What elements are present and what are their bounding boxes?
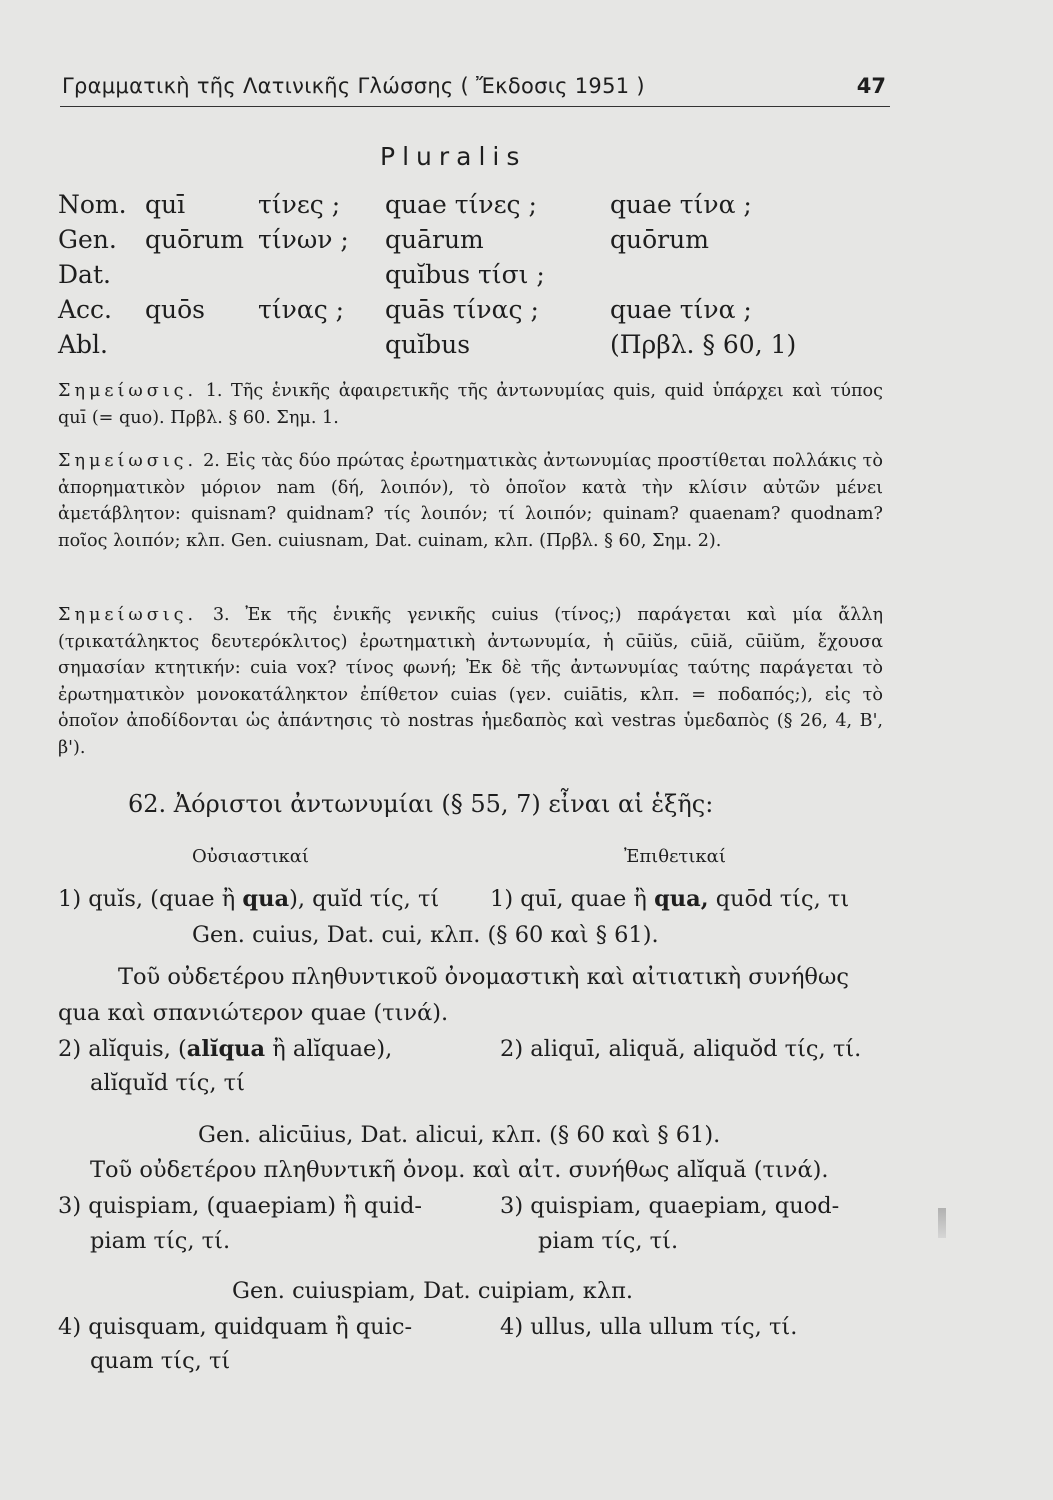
note-text: 2. Εἰς τὰς δύο πρώτας ἐρωτηματικὰς ἀντωνυμίας προστίθεται πολλάκις τὸ ἀπορηματικὸν μόριον nam (δή, λοιπόν), τὸ ὁποῖον κατὰ τὴν κλίσιν αὐτῶν μένει ἀμετάβλητον: quisnam? quidnam? τίς λοιπόν; τί λοιπόν; quinam? quaenam? quodnam? ποῖος λοιπόν; κλπ. Gen. cuiusnam, Dat. cuinam, κλπ. (Πρβλ. § 60, Σημ. 2). (58, 451, 884, 551)
column-label-substantive: Οὐσιαστικαί (192, 846, 309, 867)
bold-text: qua, (654, 886, 709, 912)
fem-form: quĭbus (385, 330, 471, 359)
item-2-substantive (58, 1036, 392, 1062)
item-3-substantive: 3) quispiam, (quaepiam) ἢ quid- (58, 1193, 422, 1219)
note-label: Σημείωσις. (58, 605, 198, 625)
text: ), quĭd τίς, τί (289, 886, 440, 912)
masc-form: quōrum (145, 225, 244, 254)
item-1-adjective (490, 886, 849, 912)
bold-text: qua (242, 886, 290, 912)
section-62-heading: 62. Ἀόριστοι ἀντωνυμίαι (§ 55, 7) εἶναι αἱ ἑξῆς: (128, 790, 714, 818)
case-label: Nom. (58, 190, 127, 219)
note-1 (58, 378, 883, 431)
note-text: 1. Τῆς ἑνικῆς ἀφαιρετικῆς τῆς ἀντωνυμίας quis, quid ὑπάρχει καὶ τύπος quī (= quo). Πρβλ. § 60. Σημ. 1. (58, 381, 883, 428)
page-number: 47 (856, 74, 886, 98)
item-4-substantive: 4) quisquam, quidquam ἢ quic- (58, 1314, 413, 1340)
masc-greek: τίνων ; (258, 225, 349, 254)
header-title: Γραμματικὴ τῆς Λατινικῆς Γλώσσης ( Ἔκδοσις 1951 ) (62, 74, 645, 98)
fem-form: quĭbus τίσι ; (385, 260, 545, 289)
item-3-genitive: Gen. cuiuspiam, Dat. cuipiam, κλπ. (232, 1278, 634, 1304)
bold-text: alĭqua (186, 1036, 266, 1062)
masc-greek: τίνες ; (258, 190, 341, 219)
masc-greek: τίνας ; (258, 295, 345, 324)
masc-form: quōs (145, 295, 205, 324)
masc-form: quī (145, 190, 186, 219)
item-2-genitive: Gen. alicūius, Dat. alicui, κλπ. (§ 60 καὶ § 61). (198, 1122, 721, 1148)
text: 2) alĭquis, ( (58, 1036, 187, 1062)
neuter-note-1-line-2: qua καὶ σπανιώτερον quae (τινά). (58, 1000, 449, 1026)
item-3-adjective: 3) quispiam, quaepiam, quod- (500, 1193, 840, 1219)
item-1-genitive: Gen. cuius, Dat. cui, κλπ. (§ 60 καὶ § 61). (192, 922, 659, 948)
note-label: Σημείωσις. (58, 451, 198, 471)
text: ἢ alĭquae), (265, 1036, 393, 1062)
neuter-note-1-line-1: Τοῦ οὐδετέρου πληθυντικοῦ ὀνομαστικὴ καὶ αἰτιατικὴ συνήθως (118, 964, 849, 990)
item-2-substantive-line-2: alĭquĭd τίς, τί (90, 1070, 245, 1096)
note-3 (58, 602, 883, 761)
text: quōd τίς, τι (708, 886, 850, 912)
item-2-adjective: 2) aliquī, aliquă, aliquŏd τίς, τί. (500, 1036, 862, 1062)
running-header (60, 70, 890, 107)
case-label: Acc. (58, 295, 113, 324)
item-3-adjective-line-2: piam τίς, τί. (538, 1228, 679, 1254)
text: 1) quī, quae ἢ (490, 886, 647, 912)
item-4-substantive-line-2: quam τίς, τί (90, 1348, 231, 1374)
scan-smudge (938, 1208, 946, 1238)
fem-form: quārum (385, 225, 484, 254)
fem-form: quae τίνες ; (385, 190, 537, 219)
neuter-note-2: Τοῦ οὐδετέρου πληθυντικῆ ὀνομ. καὶ αἰτ. συνήθως alĭquă (τινά). (90, 1157, 829, 1183)
neut-form: quōrum (610, 225, 709, 254)
note-label: Σημείωσις. (58, 381, 198, 401)
item-3-substantive-line-2: piam τίς, τί. (90, 1228, 231, 1254)
pluralis-title: Pluralis (380, 142, 527, 171)
column-label-adjective: Ἐπιθετικαί (624, 846, 726, 867)
note-text: 3. Ἐκ τῆς ἑνικῆς γενικῆς cuius (τίνος;) παράγεται καὶ μία ἄλλη (τρικατάληκτος δευτερόκλιτος) ἐρωτηματικὴ ἀντωνυμία, ἡ cūiŭs, cūiă, cūiŭm, ἔχουσα σημασίαν κτητικήν: cuia vox? τίνος φωνή; Ἐκ δὲ τῆς ἀντωνυμίας ταύτης παράγεται τὸ ἐρωτηματικὸν μονοκατάληκτον ἐπίθετον cuias (γεν. cuiātis, κλπ. = ποδαπός;), εἰς τὸ ὁποῖον ἀποδίδονται ὡς ἀπάντησις τὸ nostras ἡμεδαπὸς καὶ vestras ὑμεδαπὸς (§ 26, 4, Β', β'). (58, 605, 884, 758)
item-4-adjective: 4) ullus, ulla ullum τίς, τί. (500, 1314, 798, 1340)
item-1-substantive (58, 886, 439, 912)
case-label: Abl. (58, 330, 108, 359)
neut-form: (Πρβλ. § 60, 1) (610, 330, 797, 359)
fem-form: quās τίνας ; (385, 295, 539, 324)
text: 1) quĭs, (quae ἢ (58, 886, 236, 912)
case-label: Dat. (58, 260, 111, 289)
neut-form: quae τίνα ; (610, 295, 752, 324)
case-label: Gen. (58, 225, 117, 254)
neut-form: quae τίνα ; (610, 190, 752, 219)
note-2 (58, 448, 883, 554)
